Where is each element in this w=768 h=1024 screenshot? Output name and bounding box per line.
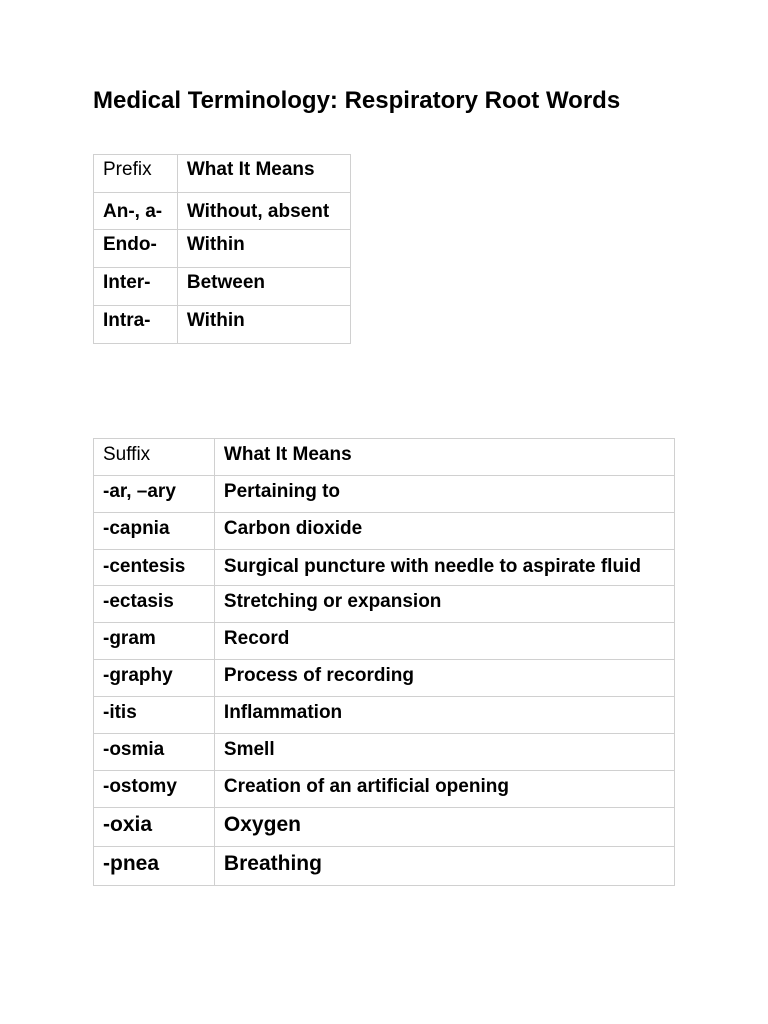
table-row [94,230,351,268]
suffix-term: -gram [94,623,215,660]
table-row [94,268,351,306]
table-row [94,586,675,623]
prefix-term: An-, a- [94,193,178,230]
suffix-term: -itis [94,697,215,734]
suffix-table [93,438,675,886]
suffix-meaning: Carbon dioxide [214,513,674,550]
prefix-meaning: Between [177,268,350,306]
prefix-meaning: Without, absent [177,193,350,230]
suffix-meaning: Smell [214,734,674,771]
suffix-meaning: Oxygen [214,808,674,847]
suffix-term: -ostomy [94,771,215,808]
column-header-prefix: Prefix [94,155,178,193]
table-row [94,847,675,886]
prefix-table [93,154,351,344]
suffix-meaning: Creation of an artificial opening [214,771,674,808]
table-row [94,476,675,513]
suffix-meaning: Stretching or expansion [214,586,674,623]
suffix-meaning: Breathing [214,847,674,886]
table-row [94,771,675,808]
suffix-term: -osmia [94,734,215,771]
suffix-meaning: Surgical puncture with needle to aspirate fluid [214,550,674,586]
table-header-row [94,155,351,193]
suffix-meaning: Process of recording [214,660,674,697]
table-row [94,660,675,697]
suffix-term: -centesis [94,550,215,586]
table-row [94,697,675,734]
table-row [94,193,351,230]
table-row [94,734,675,771]
suffix-term: -ectasis [94,586,215,623]
suffix-meaning: Record [214,623,674,660]
suffix-meaning: Inflammation [214,697,674,734]
suffix-meaning: Pertaining to [214,476,674,513]
table-row [94,623,675,660]
suffix-term: -capnia [94,513,215,550]
document-title: Medical Terminology: Respiratory Root Words [93,87,621,114]
suffix-term: -ar, –ary [94,476,215,513]
table-header-row [94,439,675,476]
prefix-term: Endo- [94,230,178,268]
prefix-term: Intra- [94,306,178,344]
prefix-meaning: Within [177,306,350,344]
suffix-term: -pnea [94,847,215,886]
table-row [94,550,675,586]
column-header-suffix: Suffix [94,439,215,476]
prefix-term: Inter- [94,268,178,306]
table-row [94,808,675,847]
suffix-term: -graphy [94,660,215,697]
column-header-meaning: What It Means [177,155,350,193]
suffix-term: -oxia [94,808,215,847]
table-row [94,513,675,550]
prefix-meaning: Within [177,230,350,268]
table-row [94,306,351,344]
column-header-meaning: What It Means [214,439,674,476]
